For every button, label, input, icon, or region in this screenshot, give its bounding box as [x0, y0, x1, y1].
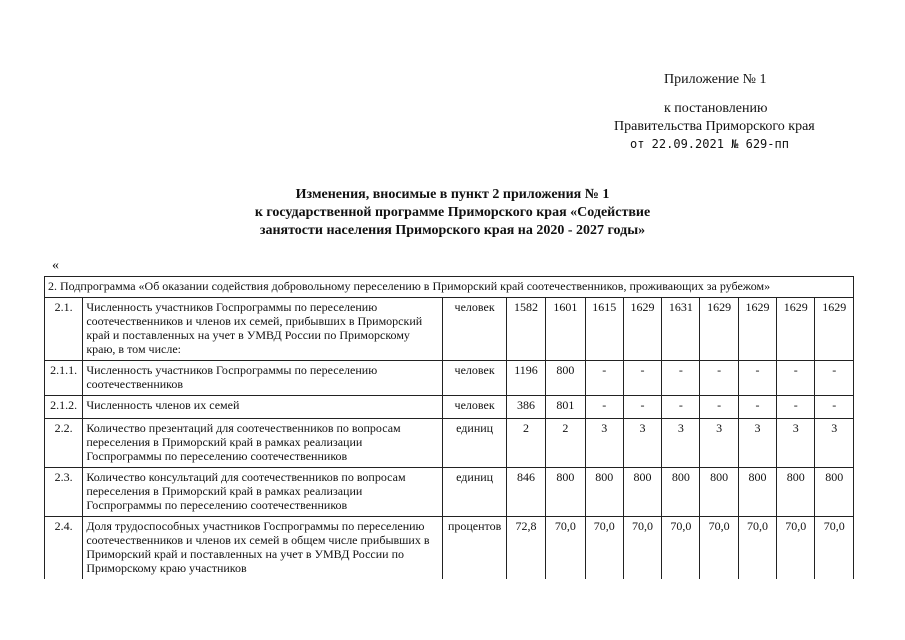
unit-of-measure: процентов: [443, 517, 507, 580]
indicators-table: [44, 276, 854, 579]
unit-of-measure: человек: [443, 396, 507, 419]
indicator-value: 800: [662, 468, 700, 517]
indicator-name: Численность участников Госпрограммы по переселению соотечественников и членов их семей, прибывших в Приморский край и поставленных на учет в УМВД России по Приморскому краю, в том числе:: [83, 298, 443, 361]
row-number: 2.1.: [45, 298, 83, 361]
indicator-value: -: [623, 396, 661, 419]
indicator-value: 70,0: [738, 517, 776, 580]
indicator-value: 800: [585, 468, 623, 517]
government-label: Правительства Приморского края: [614, 119, 815, 134]
indicator-value: 3: [662, 419, 700, 468]
indicator-value: 3: [585, 419, 623, 468]
indicator-value: 3: [815, 419, 854, 468]
indicator-value: -: [777, 361, 815, 396]
indicator-value: -: [777, 396, 815, 419]
indicator-value: 72,8: [506, 517, 545, 580]
indicator-value: 800: [623, 468, 661, 517]
indicator-value: 800: [738, 468, 776, 517]
indicator-name: Количество консультаций для соотечественников по вопросам переселения в Приморский край в рамках реализации Госпрограммы по переселению соотечественников: [83, 468, 443, 517]
indicator-name: Доля трудоспособных участников Госпрограммы по переселению соотечественников и членов их семей в общем числе прибывших в Приморский край и поставленных на учет в УМВД России по Приморскому краю участников: [83, 517, 443, 580]
row-number: 2.1.1.: [45, 361, 83, 396]
row-number: 2.3.: [45, 468, 83, 517]
indicator-value: 70,0: [585, 517, 623, 580]
indicator-value: 1615: [585, 298, 623, 361]
indicator-value: 70,0: [700, 517, 738, 580]
indicator-value: 1629: [700, 298, 738, 361]
indicator-name: Численность участников Госпрограммы по переселению соотечественников: [83, 361, 443, 396]
indicator-value: 3: [623, 419, 661, 468]
indicator-value: 1631: [662, 298, 700, 361]
unit-of-measure: человек: [443, 298, 507, 361]
indicator-value: 800: [777, 468, 815, 517]
indicator-value: 2: [506, 419, 545, 468]
indicator-value: 2: [546, 419, 585, 468]
indicator-name: Численность членов их семей: [83, 396, 443, 419]
indicator-value: -: [700, 396, 738, 419]
indicator-value: 70,0: [815, 517, 854, 580]
table-row: [45, 396, 854, 419]
indicator-value: 800: [546, 361, 585, 396]
table-row: [45, 517, 854, 580]
document-title-line-1: Изменения, вносимые в пункт 2 приложения № 1: [295, 187, 610, 202]
resolution-date-number: от 22.09.2021 № 629-пп: [630, 137, 789, 151]
table-row: [45, 361, 854, 396]
indicator-value: -: [623, 361, 661, 396]
indicator-value: 1196: [506, 361, 545, 396]
indicator-value: 1629: [777, 298, 815, 361]
indicator-value: -: [815, 361, 854, 396]
table-row: [45, 468, 854, 517]
indicator-value: -: [662, 361, 700, 396]
indicator-value: 1601: [546, 298, 585, 361]
indicator-value: -: [738, 361, 776, 396]
indicator-value: 1629: [815, 298, 854, 361]
indicator-value: 800: [815, 468, 854, 517]
appendix-label: Приложение № 1: [664, 72, 767, 87]
resolution-label: к постановлению: [664, 101, 768, 116]
unit-of-measure: человек: [443, 361, 507, 396]
subprogram-header: 2. Подпрограмма «Об оказании содействия добровольному переселению в Приморский край соотечественников, проживающих за рубежом»: [45, 277, 854, 298]
indicator-value: 801: [546, 396, 585, 419]
indicator-value: 1629: [623, 298, 661, 361]
indicator-name: Количество презентаций для соотечественников по вопросам переселения в Приморский край в рамках реализации Госпрограммы по переселению соотечественников: [83, 419, 443, 468]
indicator-value: 70,0: [546, 517, 585, 580]
document-title-line-2: к государственной программе Приморского края «Содействие: [254, 205, 651, 220]
indicator-value: -: [700, 361, 738, 396]
indicator-value: 70,0: [777, 517, 815, 580]
row-number: 2.2.: [45, 419, 83, 468]
table-row: [45, 298, 854, 361]
row-number: 2.1.2.: [45, 396, 83, 419]
indicator-value: -: [585, 396, 623, 419]
indicator-value: -: [738, 396, 776, 419]
document-title-line-3: занятости населения Приморского края на 2020 - 2027 годы»: [259, 223, 646, 238]
indicator-value: -: [585, 361, 623, 396]
indicator-value: 1629: [738, 298, 776, 361]
indicator-value: 800: [546, 468, 585, 517]
row-number: 2.4.: [45, 517, 83, 580]
indicator-value: 3: [738, 419, 776, 468]
indicator-value: 1582: [506, 298, 545, 361]
unit-of-measure: единиц: [443, 419, 507, 468]
indicator-value: 3: [777, 419, 815, 468]
indicator-value: 386: [506, 396, 545, 419]
indicator-value: 800: [700, 468, 738, 517]
indicator-value: -: [662, 396, 700, 419]
unit-of-measure: единиц: [443, 468, 507, 517]
opening-quote: «: [52, 258, 59, 273]
indicator-value: 3: [700, 419, 738, 468]
indicator-value: 70,0: [623, 517, 661, 580]
indicator-value: 70,0: [662, 517, 700, 580]
indicator-value: 846: [506, 468, 545, 517]
table-row: [45, 419, 854, 468]
indicator-value: -: [815, 396, 854, 419]
